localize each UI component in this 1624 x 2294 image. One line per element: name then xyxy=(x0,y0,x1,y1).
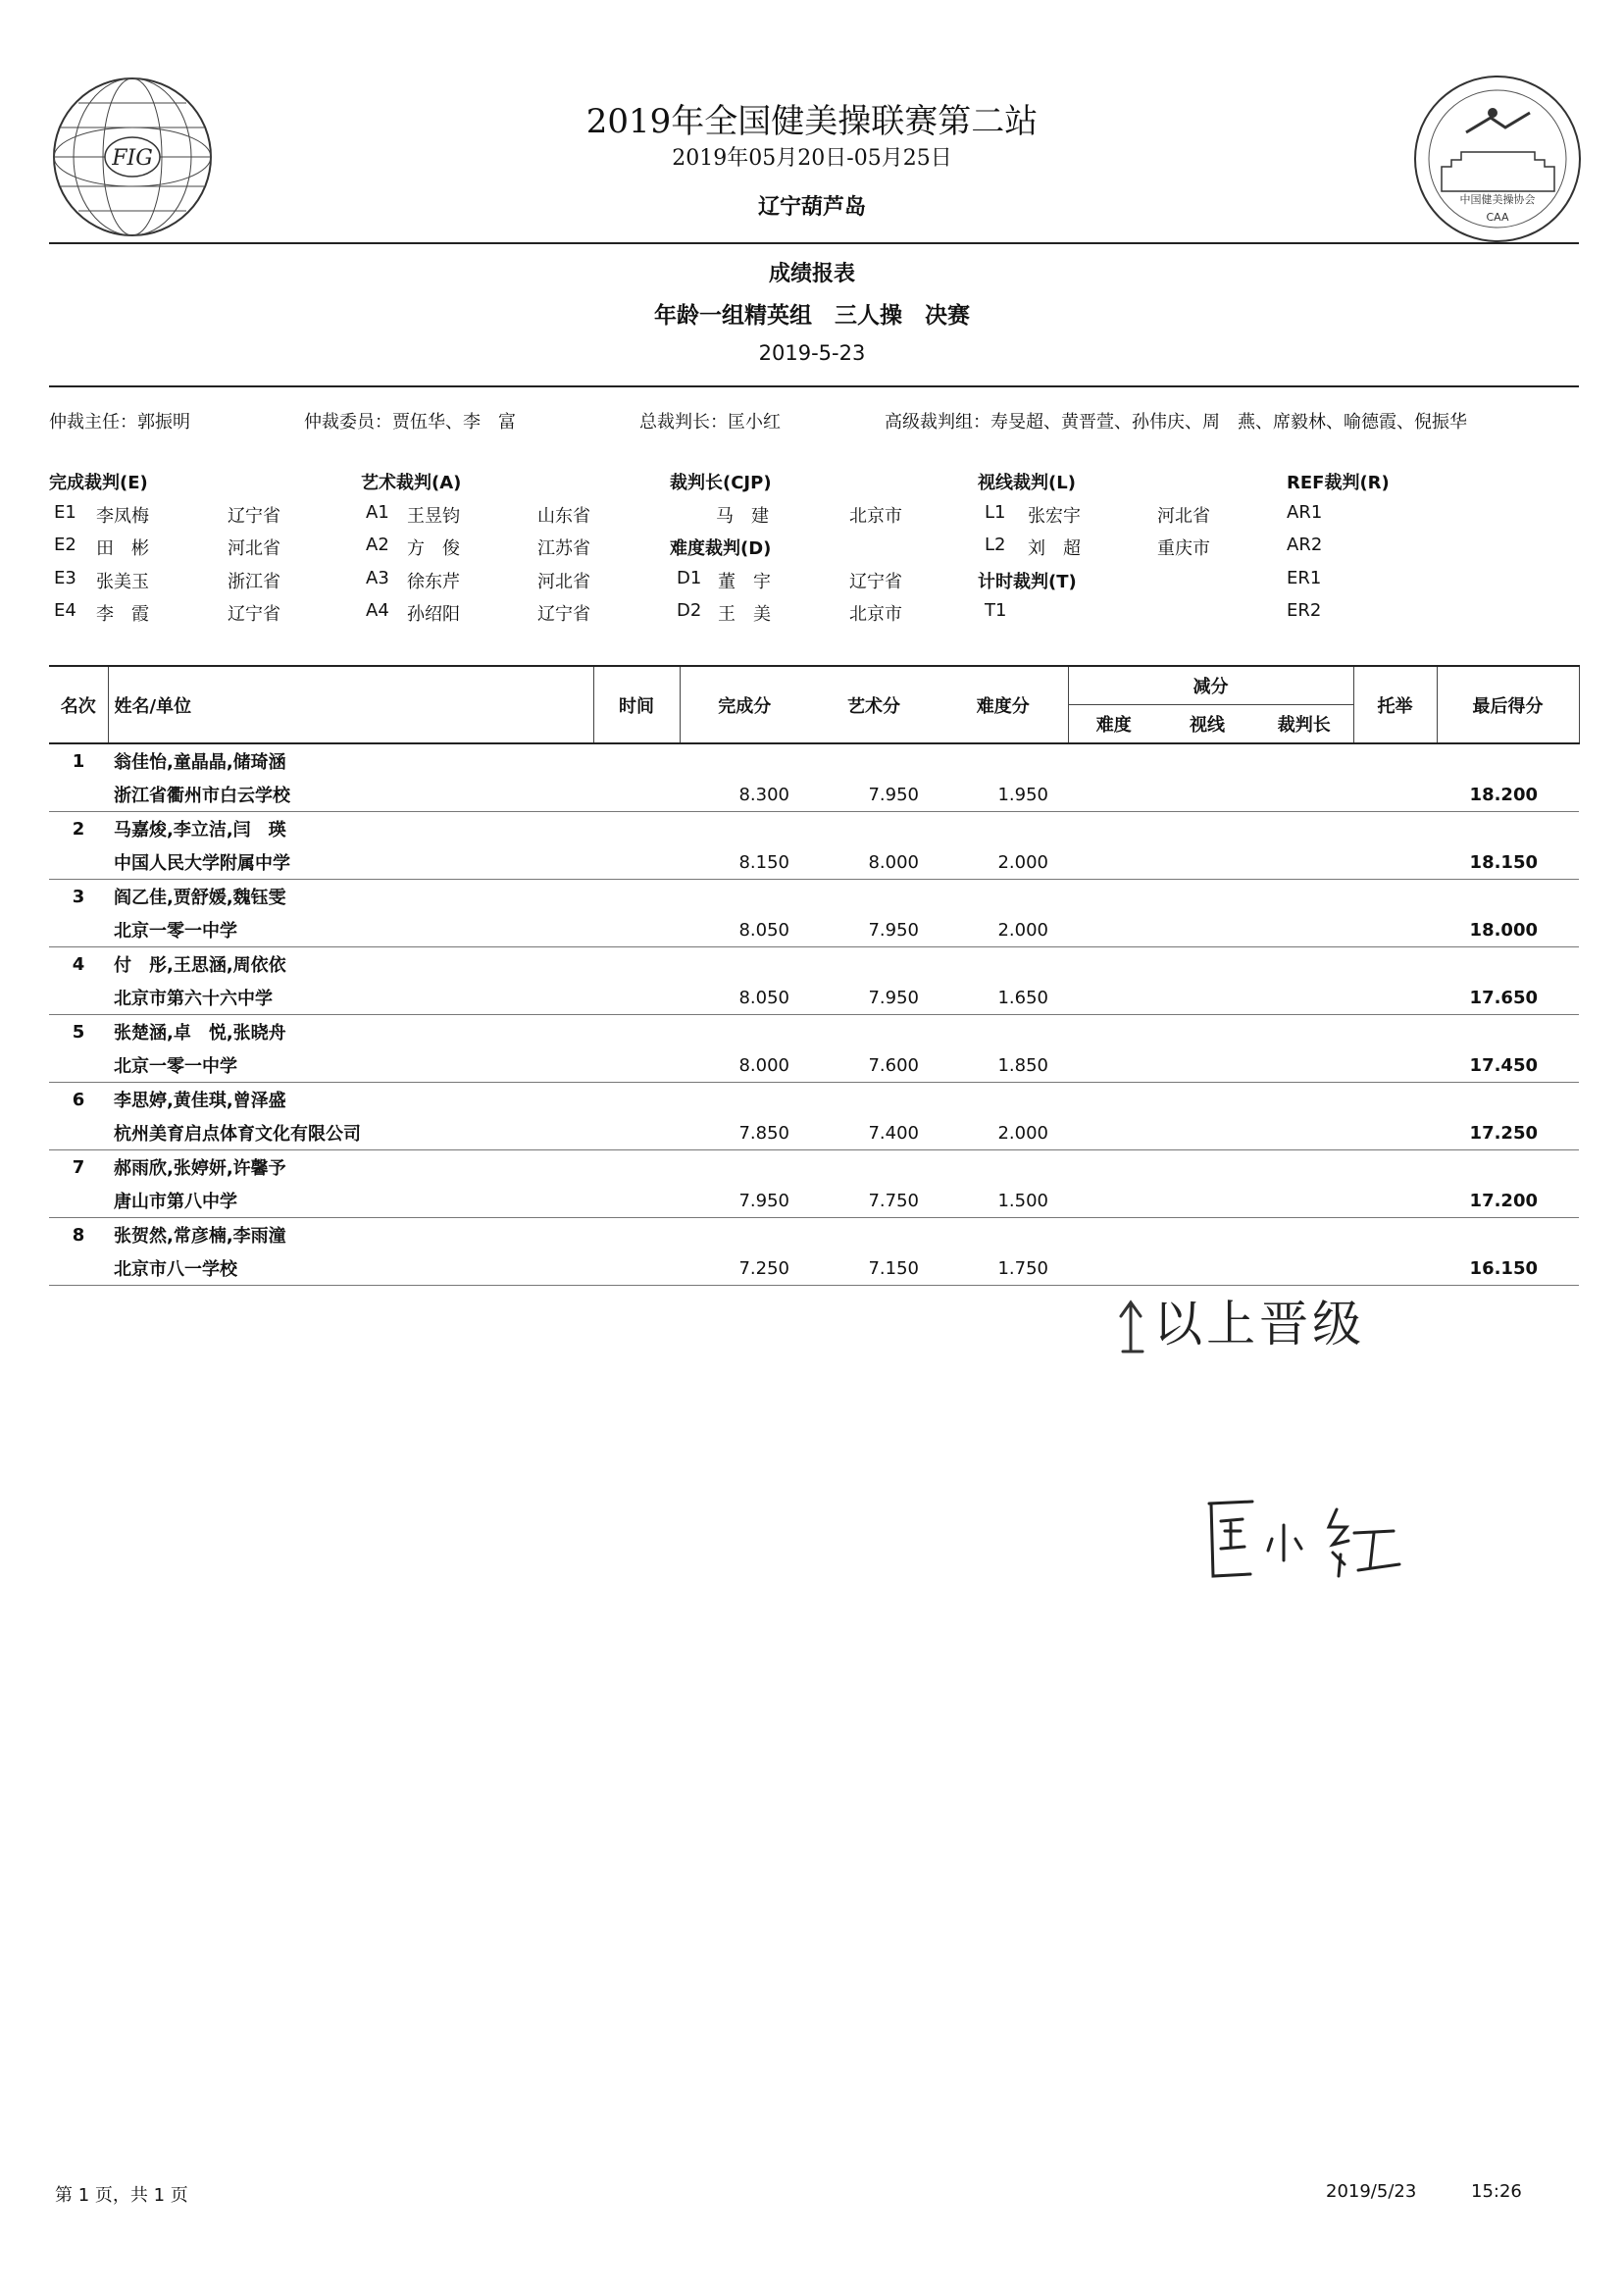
col-name-unit: 姓名/单位 xyxy=(108,666,593,743)
event-venue: 辽宁葫芦岛 xyxy=(757,195,866,220)
judge-code: A4 xyxy=(366,600,389,621)
svg-text:CAA: CAA xyxy=(1486,211,1509,224)
event-title: 2019年全国健美操联赛第二站 xyxy=(585,102,1039,141)
final-score: 16.150 xyxy=(1437,1251,1579,1286)
table-row xyxy=(49,1184,1579,1218)
judge-name: 董 宇 xyxy=(718,572,771,592)
execution-score: 8.000 xyxy=(680,1048,809,1083)
team-names: 阎乙佳,贾舒媛,魏钰雯 xyxy=(114,888,286,908)
rank: 6 xyxy=(72,1089,85,1110)
judge-code: D1 xyxy=(677,568,702,588)
judge-code: T1 xyxy=(985,600,1007,621)
judge-name: 张宏宇 xyxy=(1028,506,1081,527)
team-names: 付 彤,王思涵,周依依 xyxy=(114,955,286,976)
judge-region: 辽宁省 xyxy=(228,506,280,527)
header-divider xyxy=(49,242,1579,244)
col-final: 最后得分 xyxy=(1437,666,1579,743)
rank: 5 xyxy=(72,1021,85,1043)
judge-code: ER2 xyxy=(1287,600,1322,621)
time-judges-header: 计时裁判(T) xyxy=(978,572,1077,592)
judge-code: A2 xyxy=(366,535,389,555)
artistic-judges-header: 艺术裁判(A) xyxy=(361,473,462,493)
line-judges-header: 视线裁判(L) xyxy=(978,473,1076,493)
judge-region: 重庆市 xyxy=(1157,538,1210,559)
col-ded-difficulty: 难度 xyxy=(1068,705,1159,744)
artistic-score: 7.950 xyxy=(809,981,939,1015)
judge-code: E2 xyxy=(54,535,76,555)
col-artistic: 艺术分 xyxy=(809,666,939,743)
judge-name: 徐东芹 xyxy=(407,572,460,592)
judge-region: 浙江省 xyxy=(228,572,280,592)
artistic-score: 7.400 xyxy=(809,1116,939,1150)
judge-region: 辽宁省 xyxy=(849,572,902,592)
table-row xyxy=(49,743,1579,778)
judge-name: 马 建 xyxy=(716,506,769,527)
report-date: 2019-5-23 xyxy=(758,341,866,365)
advance-note xyxy=(1113,1285,1365,1355)
table-row xyxy=(49,1251,1579,1286)
judge-region: 山东省 xyxy=(537,506,590,527)
judge-name: 刘 超 xyxy=(1028,538,1081,559)
judge-code: ER1 xyxy=(1287,568,1322,588)
report-subtitle: 年龄一组精英组 三人操 决赛 xyxy=(654,303,970,329)
team-names: 翁佳怡,童晶晶,储琦涵 xyxy=(114,752,286,773)
advance-note-text: 以上晋级 xyxy=(1153,1296,1366,1352)
arbitration-chief: 仲裁主任：郭振明 xyxy=(49,412,190,433)
judge-code: L2 xyxy=(985,535,1006,555)
execution-score: 8.150 xyxy=(680,845,809,880)
judge-name: 张美玉 xyxy=(96,572,149,592)
judge-name: 方 俊 xyxy=(407,538,460,559)
print-date: 2019/5/23 xyxy=(1326,2181,1417,2202)
team-unit: 中国人民大学附属中学 xyxy=(108,845,593,880)
execution-score: 7.950 xyxy=(680,1184,809,1218)
print-time: 15:26 xyxy=(1471,2181,1522,2202)
rank: 8 xyxy=(72,1224,85,1246)
difficulty-score: 1.950 xyxy=(939,778,1068,812)
final-score: 18.000 xyxy=(1437,913,1579,947)
execution-score: 8.050 xyxy=(680,913,809,947)
arrow-up-icon xyxy=(1113,1297,1148,1355)
page-number: 第 1 页，共 1 页 xyxy=(55,2185,188,2206)
judge-name: 李凤梅 xyxy=(96,506,149,527)
rank: 2 xyxy=(72,818,85,840)
svg-text:中国健美操协会: 中国健美操协会 xyxy=(1459,193,1536,206)
signature xyxy=(1201,1496,1407,1588)
col-time: 时间 xyxy=(593,666,680,743)
team-unit: 北京市八一学校 xyxy=(108,1251,593,1286)
final-score: 17.450 xyxy=(1437,1048,1579,1083)
judge-region: 河北省 xyxy=(1157,506,1210,527)
table-row xyxy=(49,981,1579,1015)
team-unit: 浙江省衢州市白云学校 xyxy=(108,778,593,812)
judge-code: AR2 xyxy=(1287,535,1323,555)
difficulty-score: 2.000 xyxy=(939,913,1068,947)
execution-score: 7.850 xyxy=(680,1116,809,1150)
table-row xyxy=(49,1083,1579,1117)
team-names: 张楚涵,卓 悦,张晓舟 xyxy=(114,1023,286,1044)
rank: 1 xyxy=(72,750,85,772)
table-row xyxy=(49,1116,1579,1150)
col-deductions: 减分 xyxy=(1068,666,1353,705)
artistic-score: 7.950 xyxy=(809,913,939,947)
difficulty-score: 1.750 xyxy=(939,1251,1068,1286)
judge-name: 田 彬 xyxy=(96,538,149,559)
difficulty-score: 2.000 xyxy=(939,845,1068,880)
signature-drawing xyxy=(1201,1496,1407,1584)
artistic-score: 7.600 xyxy=(809,1048,939,1083)
judge-code: AR1 xyxy=(1287,502,1323,523)
rank: 4 xyxy=(72,953,85,975)
artistic-score: 7.750 xyxy=(809,1184,939,1218)
execution-score: 7.250 xyxy=(680,1251,809,1286)
artistic-score: 7.150 xyxy=(809,1251,939,1286)
senior-panel: 高级裁判组：寿旻超、黄晋萱、孙伟庆、周 燕、席毅林、喻德霞、倪振华 xyxy=(885,412,1467,433)
judge-region: 辽宁省 xyxy=(537,604,590,625)
head-judge: 总裁判长：匡小红 xyxy=(639,412,781,433)
arbitration-members: 仲裁委员：贾伍华、李 富 xyxy=(304,412,516,433)
col-execution: 完成分 xyxy=(680,666,809,743)
table-row xyxy=(49,1218,1579,1252)
report-title: 成绩报表 xyxy=(768,262,855,286)
col-ded-chair: 裁判长 xyxy=(1255,705,1353,744)
artistic-score: 8.000 xyxy=(809,845,939,880)
col-difficulty: 难度分 xyxy=(939,666,1068,743)
artistic-score: 7.950 xyxy=(809,778,939,812)
chair-judge-header: 裁判长(CJP) xyxy=(670,473,772,493)
judge-name: 王昱钧 xyxy=(407,506,460,527)
team-unit: 北京一零一中学 xyxy=(108,1048,593,1083)
difficulty-judges-header: 难度裁判(D) xyxy=(670,538,772,559)
judge-code: E4 xyxy=(54,600,76,621)
final-score: 18.200 xyxy=(1437,778,1579,812)
team-names: 马嘉焌,李立洁,闫 瑛 xyxy=(114,820,286,841)
table-row xyxy=(49,845,1579,880)
rank: 3 xyxy=(72,886,85,907)
team-unit: 杭州美育启点体育文化有限公司 xyxy=(108,1116,593,1150)
judge-region: 河北省 xyxy=(228,538,280,559)
execution-judges-header: 完成裁判(E) xyxy=(49,473,148,493)
rank: 7 xyxy=(72,1156,85,1178)
judge-region: 北京市 xyxy=(849,506,902,527)
judge-region: 辽宁省 xyxy=(228,604,280,625)
final-score: 17.650 xyxy=(1437,981,1579,1015)
judge-region: 河北省 xyxy=(537,572,590,592)
svg-text:FIG: FIG xyxy=(112,146,153,171)
team-names: 郝雨欣,张婷妍,许馨予 xyxy=(114,1158,286,1179)
judge-region: 北京市 xyxy=(849,604,902,625)
final-score: 17.200 xyxy=(1437,1184,1579,1218)
judge-name: 王 美 xyxy=(718,604,771,625)
final-score: 17.250 xyxy=(1437,1116,1579,1150)
table-row xyxy=(49,880,1579,914)
table-row xyxy=(49,947,1579,982)
ref-judges-header: REF裁判(R) xyxy=(1287,473,1390,493)
results-table xyxy=(49,665,1580,1286)
team-unit: 北京一零一中学 xyxy=(108,913,593,947)
report-divider xyxy=(49,385,1579,387)
difficulty-score: 1.650 xyxy=(939,981,1068,1015)
final-score: 18.150 xyxy=(1437,845,1579,880)
judge-code: D2 xyxy=(677,600,702,621)
judge-code: A1 xyxy=(366,502,389,523)
col-rank: 名次 xyxy=(49,666,108,743)
judge-code: E3 xyxy=(54,568,76,588)
table-row xyxy=(49,1048,1579,1083)
difficulty-score: 2.000 xyxy=(939,1116,1068,1150)
table-row xyxy=(49,812,1579,846)
judge-code: L1 xyxy=(985,502,1006,523)
judge-name: 孙绍阳 xyxy=(407,604,460,625)
team-unit: 北京市第六十六中学 xyxy=(108,981,593,1015)
team-unit: 唐山市第八中学 xyxy=(108,1184,593,1218)
judge-code: E1 xyxy=(54,502,76,523)
difficulty-score: 1.500 xyxy=(939,1184,1068,1218)
table-row xyxy=(49,913,1579,947)
team-names: 李思婷,黄佳琪,曾泽盛 xyxy=(114,1091,286,1111)
table-row xyxy=(49,1150,1579,1185)
difficulty-score: 1.850 xyxy=(939,1048,1068,1083)
judge-region: 江苏省 xyxy=(537,538,590,559)
event-dates: 2019年05月20日-05月25日 xyxy=(672,146,952,171)
col-ded-line: 视线 xyxy=(1159,705,1255,744)
col-lift: 托举 xyxy=(1353,666,1437,743)
judge-code: A3 xyxy=(366,568,389,588)
table-row xyxy=(49,1015,1579,1049)
table-row xyxy=(49,778,1579,812)
execution-score: 8.050 xyxy=(680,981,809,1015)
judge-name: 李 霞 xyxy=(96,604,149,625)
execution-score: 8.300 xyxy=(680,778,809,812)
team-names: 张贺然,常彦楠,李雨潼 xyxy=(114,1226,286,1247)
